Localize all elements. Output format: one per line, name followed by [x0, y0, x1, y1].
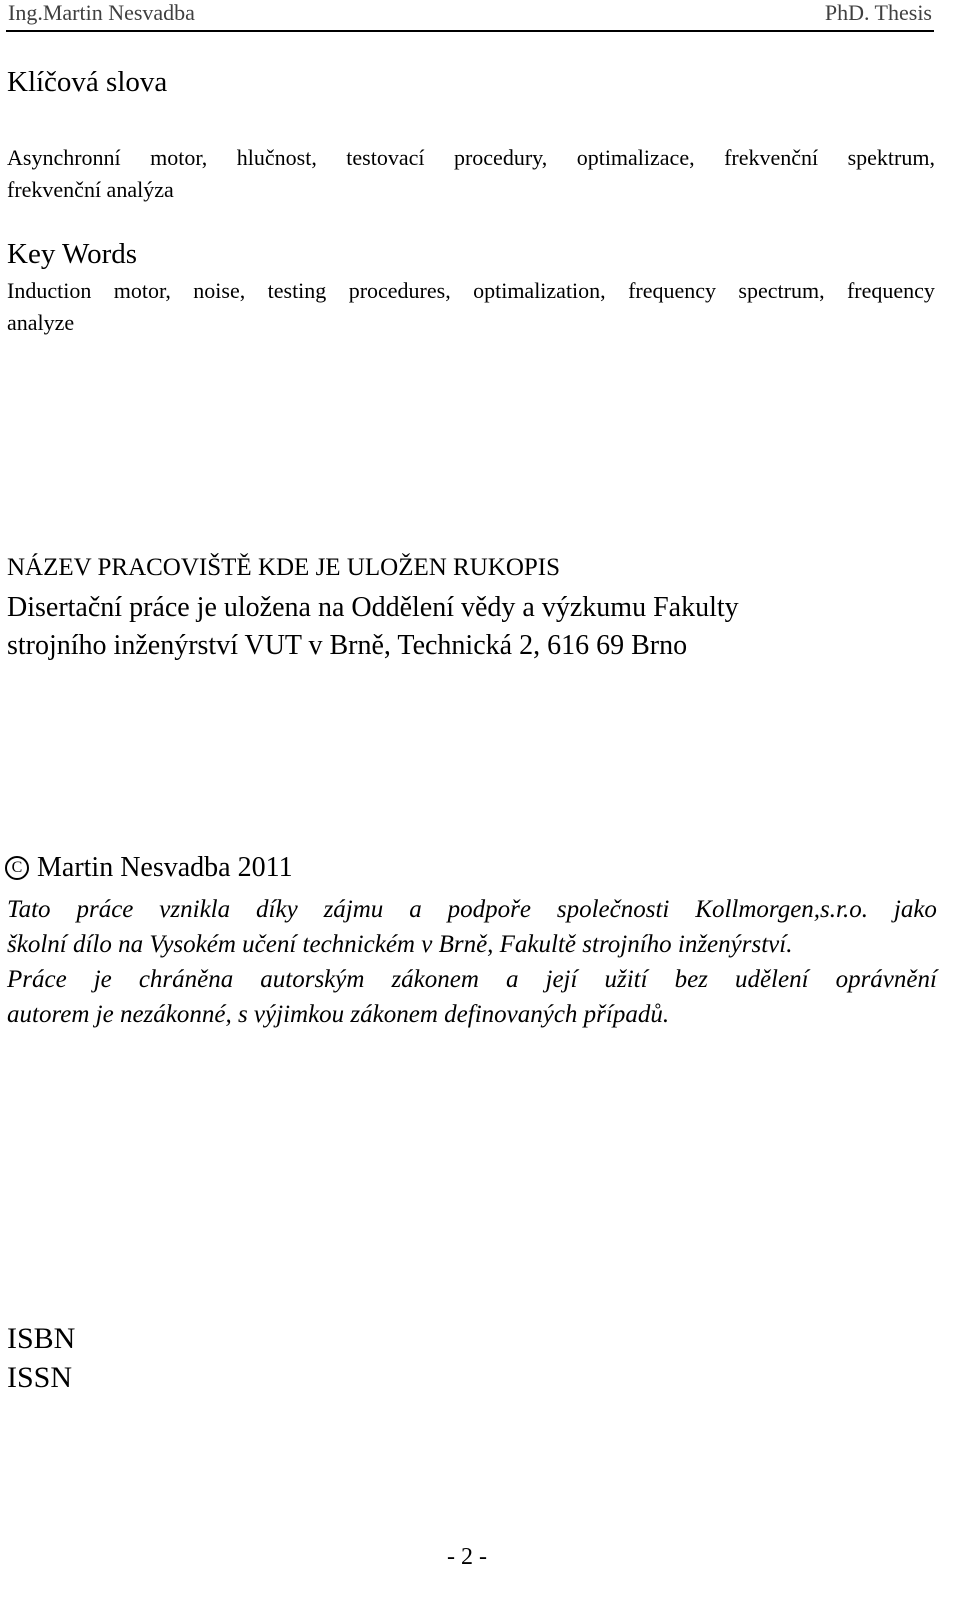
legal-line4: autorem je nezákonné, s výjimkou zákonem definovaných případů. — [7, 1001, 670, 1028]
legal-line1 — [7, 892, 937, 927]
copyright-text: Martin Nesvadba 2011 — [37, 852, 293, 883]
legal-word: práce — [76, 896, 134, 923]
keyword-word: procedures, — [348, 278, 451, 303]
legal-word: a — [505, 966, 519, 993]
legal-word: zájmu — [323, 896, 384, 923]
keyword-word: spektrum, — [847, 145, 935, 170]
keyword-word: Induction — [7, 278, 92, 303]
keywords-en-heading: Key Words — [7, 238, 138, 270]
header-divider — [6, 30, 934, 32]
keyword-word: testovací — [346, 145, 425, 170]
legal-notice — [7, 892, 937, 1032]
legal-word: a — [409, 896, 422, 923]
keyword-word: frekvenční — [724, 145, 819, 170]
legal-word: společnosti — [556, 896, 670, 923]
keywords-cz-heading: Klíčová slova — [7, 66, 168, 98]
legal-word: udělení — [734, 966, 809, 993]
legal-word: Kollmorgen,s.r.o. — [695, 896, 868, 923]
issn-label: ISSN — [7, 1361, 73, 1394]
legal-word: bez — [674, 966, 708, 993]
legal-word: chráněna — [138, 966, 234, 993]
legal-word: její — [545, 966, 578, 993]
workplace-line2: strojního inženýrství VUT v Brně, Technická 2, 616 69 Brno — [7, 630, 688, 661]
keyword-word: optimalizace, — [576, 145, 695, 170]
copyright-icon: C — [5, 856, 29, 880]
legal-word: Tato — [7, 896, 51, 923]
legal-word: autorským — [260, 966, 365, 993]
keyword-word: frequency — [628, 278, 717, 303]
legal-line3 — [7, 962, 937, 997]
legal-word: vznikla — [159, 896, 231, 923]
legal-line2: školní dílo na Vysokém učení technickém v Brně, Fakultě strojního inženýrství. — [7, 931, 793, 958]
keywords-en-text — [7, 275, 935, 339]
keywords-cz-line1 — [7, 142, 935, 174]
keyword-word: spectrum, — [738, 278, 825, 303]
keyword-word: motor, — [150, 145, 208, 170]
keywords-cz-line2: frekvenční analýza — [7, 177, 174, 202]
legal-word: užití — [604, 966, 648, 993]
legal-word: podpoře — [447, 896, 531, 923]
header-author: Ing.Martin Nesvadba — [8, 0, 195, 25]
legal-word: Práce — [7, 966, 67, 993]
keywords-en-line1 — [7, 275, 935, 307]
isbn-label: ISBN — [7, 1322, 76, 1355]
workplace-text — [7, 589, 907, 665]
legal-word: oprávnění — [835, 966, 937, 993]
keyword-word: frequency — [846, 278, 935, 303]
keyword-word: Asynchronní — [7, 145, 121, 170]
workplace-line1: Disertační práce je uložena na Oddělení vědy a výzkumu Fakulty — [7, 592, 739, 623]
legal-word: jako — [893, 896, 937, 923]
workplace-heading: NÁZEV PRACOVIŠTĚ KDE JE ULOŽEN RUKOPIS — [7, 554, 561, 581]
header-doc-type: PhD. Thesis — [824, 0, 932, 25]
legal-word: zákonem — [391, 966, 479, 993]
keyword-word: optimalization, — [473, 278, 606, 303]
keyword-word: testing — [267, 278, 327, 303]
legal-word: díky — [256, 896, 298, 923]
keyword-word: noise, — [193, 278, 246, 303]
keywords-cz-text — [7, 142, 935, 206]
keyword-word: hlučnost, — [236, 145, 317, 170]
legal-word: je — [93, 966, 112, 993]
keyword-word: procedury, — [453, 145, 548, 170]
keyword-word: motor, — [113, 278, 171, 303]
keywords-en-line2: analyze — [7, 310, 75, 335]
page-number: - 2 - — [447, 1544, 487, 1570]
copyright-notice — [5, 852, 293, 884]
